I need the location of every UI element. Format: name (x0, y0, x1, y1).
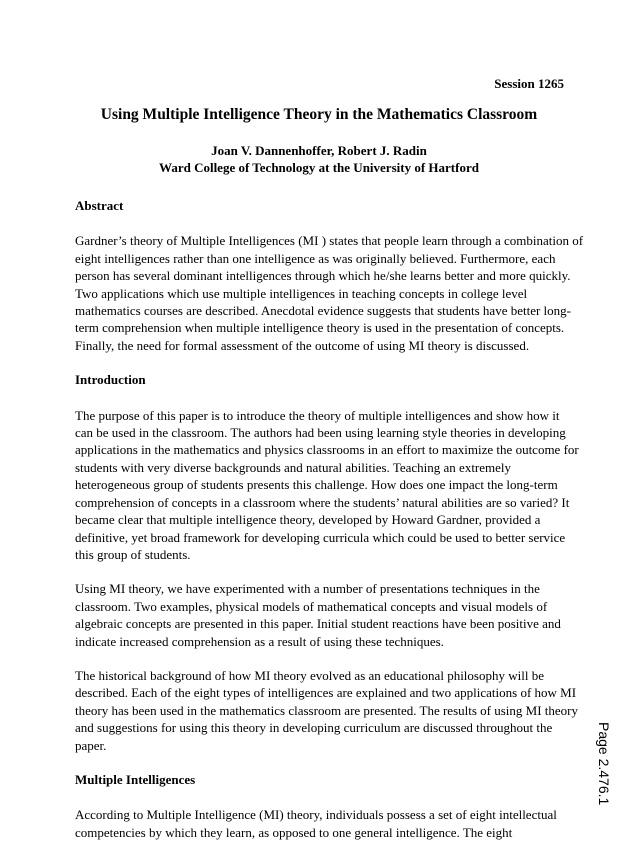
text-line: theory has been used in the mathematics classroom are presented. The results of using MI theory (75, 702, 579, 718)
text-line: comprehension of concepts in a classroom where the students’ natural abilities are so varied? It (75, 494, 570, 510)
text-line: mathematics courses are described. Anecdotal evidence suggests that students have better long- (75, 303, 571, 319)
text-line: The purpose of this paper is to introduce the theory of multiple intelligences and show how it (75, 407, 560, 423)
session-number: Session 1265 (494, 76, 564, 91)
text-line: indicate increased comprehension as a result of using these techniques. (75, 633, 444, 649)
text-line: Two applications which use multiple intelligences in teaching concepts in college level (75, 285, 528, 301)
author-block (0, 142, 638, 176)
text-line: applications in the mathematics and physics classrooms in an effort to maximize the outcome for (75, 442, 579, 458)
text-line: became clear that multiple intelligence theory, developed by Howard Gardner, provided a (75, 512, 541, 528)
text-line: Gardner’s theory of Multiple Intelligences (MI ) states that people learn through a combination of (75, 233, 584, 249)
text-line: described. Each of the eight types of intelligences are explained and two applications of how MI (75, 685, 577, 701)
text-line: students with very diverse backgrounds and natural abilities. Teaching an extremely (75, 459, 512, 475)
section-heading-introduction: Introduction (75, 372, 146, 388)
abstract-paragraph (75, 232, 584, 354)
text-line: classroom. Two examples, physical models of mathematical concepts and visual models of (75, 598, 548, 614)
text-line: term comprehension when multiple intelligence theory is used in the presentation of concepts. (75, 320, 565, 336)
author-affiliation: Ward College of Technology at the University of Hartford (159, 160, 479, 175)
text-line: The historical background of how MI theory evolved as an educational philosophy will be (75, 667, 544, 683)
author-names: Joan V. Dannenhoffer, Robert J. Radin (211, 143, 427, 158)
text-line: algebraic concepts are presented in this paper. Initial student reactions have been positive and (75, 616, 561, 632)
text-line: can be used in the classroom. The authors had been using learning style theories in developing (75, 425, 566, 441)
section-heading-abstract: Abstract (75, 198, 124, 213)
text-line: According to Multiple Intelligence (MI) theory, individuals possess a set of eight intellectual (75, 807, 557, 823)
introduction-paragraph-2 (75, 580, 570, 650)
text-line: this group of students. (75, 546, 191, 562)
text-line: person has several dominant intelligences through which he/she learns better and more quickly. (75, 268, 571, 284)
text-line: Using MI theory, we have experimented with a number of presentations techniques in the (75, 581, 540, 597)
introduction-paragraph-3 (75, 667, 579, 754)
section-heading-multiple-intelligences: Multiple Intelligences (75, 771, 196, 787)
text-line: definitive, yet broad framework for developing curricula which could be used to better service (75, 529, 566, 545)
introduction-paragraph-1 (75, 407, 579, 564)
text-line: heterogeneous group of students presents this challenge. How does one impact the long-term (75, 477, 558, 493)
text-line: Finally, the need for formal assessment of the outcome of using MI theory is discussed. (75, 337, 530, 353)
paper-body (75, 197, 584, 858)
text-line: and suggestions for using this theory in developing curriculum are discussed throughout the (75, 720, 553, 736)
text-line: paper. (75, 737, 107, 753)
text-line: eight intelligences rather than one intelligence as was originally believed. Furthermore, each (75, 250, 556, 266)
multiple-intelligences-paragraph (75, 806, 570, 841)
paper-title: Using Multiple Intelligence Theory in the Mathematics Classroom (100, 106, 538, 123)
text-line: competencies by which they learn, as opposed to one general intelligence. The eight (75, 824, 513, 840)
page-number: Page 2.476.1 (596, 722, 612, 806)
